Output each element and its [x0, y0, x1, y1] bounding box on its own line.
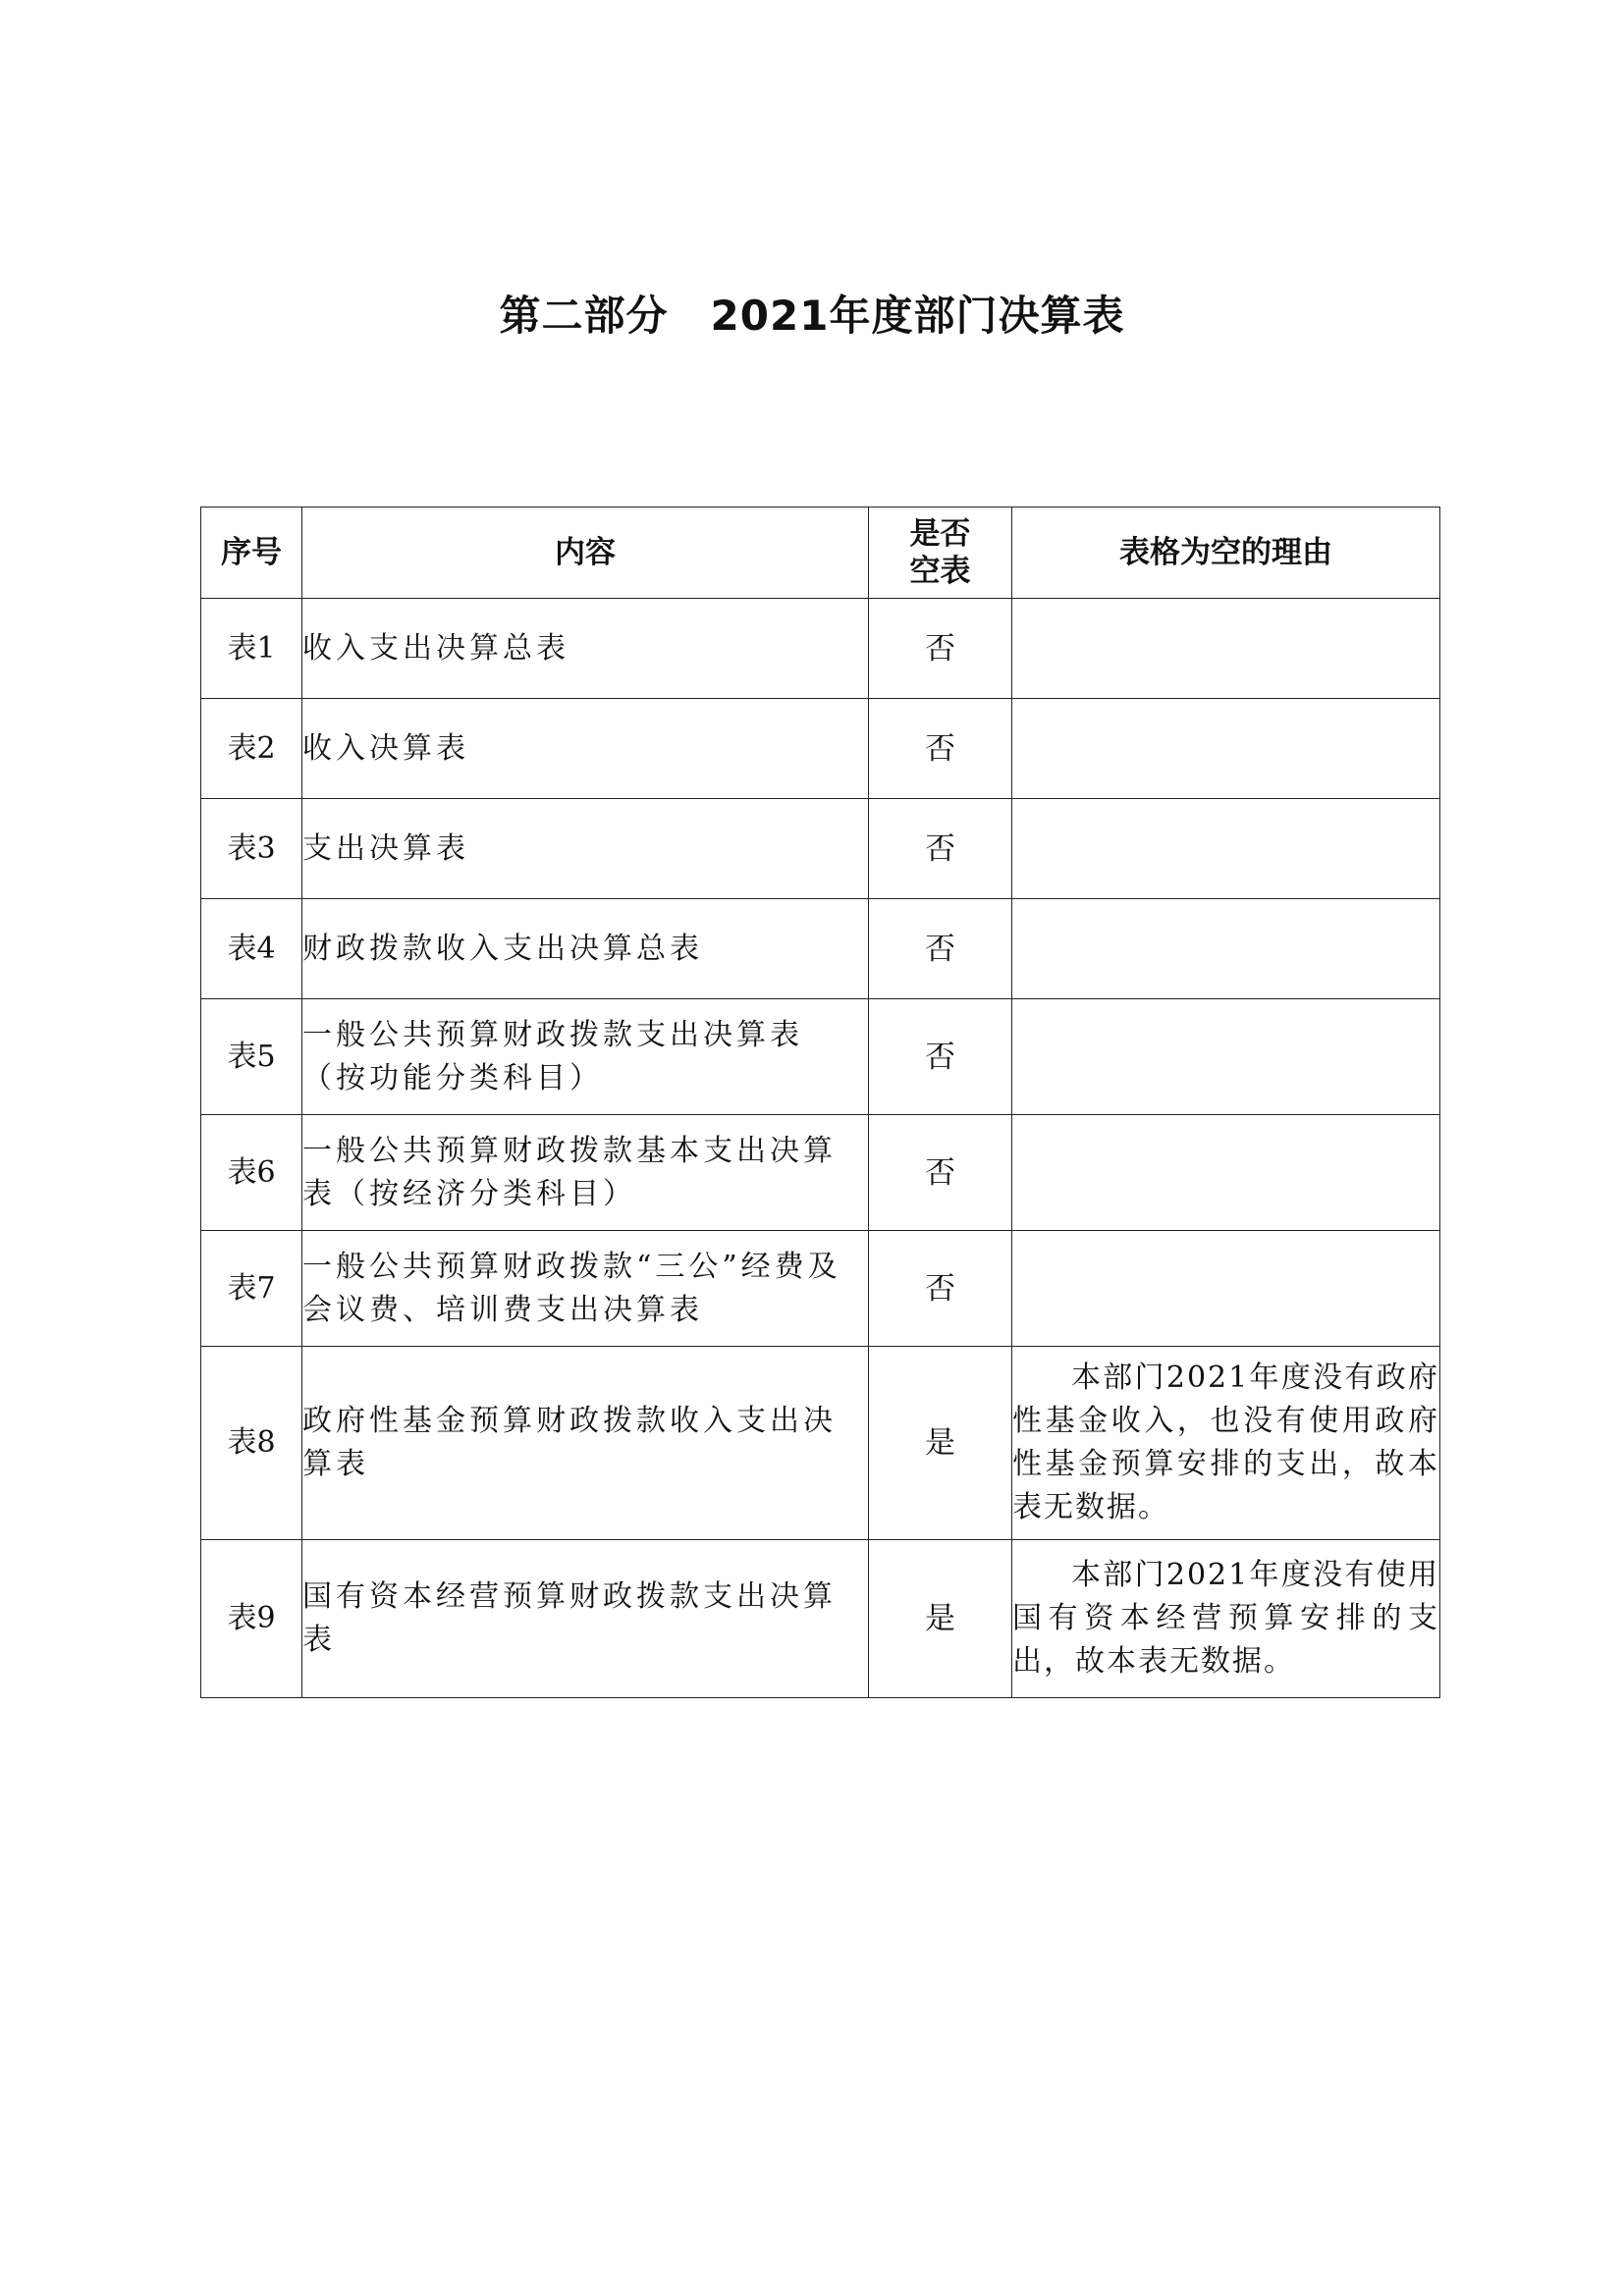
table-row: [201, 1231, 1440, 1347]
row-is-empty: 否: [869, 899, 1012, 999]
table-row: [201, 599, 1440, 699]
header-is-empty-line1: 是否: [909, 516, 971, 552]
row-reason: [1012, 599, 1440, 699]
row-reason: [1012, 1231, 1440, 1347]
row-seq: 表5: [201, 999, 302, 1115]
row-seq: 表4: [201, 899, 302, 999]
document-title: 第二部分 2021年度部门决算表: [499, 292, 1125, 340]
row-seq: 表1: [201, 599, 302, 699]
row-is-empty: 否: [869, 999, 1012, 1115]
table-row: [201, 899, 1440, 999]
row-reason: [1012, 999, 1440, 1115]
row-content: 政府性基金预算财政拨款收入支出决算表: [302, 1347, 869, 1540]
row-seq: 表9: [201, 1540, 302, 1698]
row-content: 一般公共预算财政拨款基本支出决算表（按经济分类科目）: [302, 1115, 869, 1231]
row-content: 支出决算表: [302, 799, 869, 899]
row-seq: 表7: [201, 1231, 302, 1347]
row-is-empty: 是: [869, 1347, 1012, 1540]
header-reason: 表格为空的理由: [1012, 507, 1440, 599]
header-is-empty: [869, 507, 1012, 599]
table-header-row: [201, 507, 1440, 599]
row-is-empty: 否: [869, 1231, 1012, 1347]
table-row: [201, 999, 1440, 1115]
header-seq: 序号: [201, 507, 302, 599]
final-accounts-table: [200, 507, 1440, 1698]
header-is-empty-line2: 空表: [909, 554, 971, 589]
row-content: 财政拨款收入支出决算总表: [302, 899, 869, 999]
row-content: 收入支出决算总表: [302, 599, 869, 699]
row-content: 一般公共预算财政拨款“三公”经费及会议费、培训费支出决算表: [302, 1231, 869, 1347]
row-reason: [1012, 799, 1440, 899]
row-content: 国有资本经营预算财政拨款支出决算表: [302, 1540, 869, 1698]
row-seq: 表8: [201, 1347, 302, 1540]
row-reason: [1012, 699, 1440, 799]
row-content: 收入决算表: [302, 699, 869, 799]
row-seq: 表3: [201, 799, 302, 899]
row-is-empty: 否: [869, 799, 1012, 899]
row-seq: 表2: [201, 699, 302, 799]
row-reason: [1012, 899, 1440, 999]
table-row: [201, 1540, 1440, 1698]
row-reason: 本部门2021年度没有使用国有资本经营预算安排的支出，故本表无数据。: [1012, 1540, 1440, 1698]
row-is-empty: 否: [869, 1115, 1012, 1231]
header-content: 内容: [302, 507, 869, 599]
row-reason: 本部门2021年度没有政府性基金收入，也没有使用政府性基金预算安排的支出，故本表无数据。: [1012, 1347, 1440, 1540]
table-row: [201, 1347, 1440, 1540]
table-row: [201, 699, 1440, 799]
row-is-empty: 否: [869, 699, 1012, 799]
row-seq: 表6: [201, 1115, 302, 1231]
row-content: 一般公共预算财政拨款支出决算表（按功能分类科目）: [302, 999, 869, 1115]
row-reason: [1012, 1115, 1440, 1231]
table-row: [201, 799, 1440, 899]
row-is-empty: 否: [869, 599, 1012, 699]
row-is-empty: 是: [869, 1540, 1012, 1698]
table-row: [201, 1115, 1440, 1231]
